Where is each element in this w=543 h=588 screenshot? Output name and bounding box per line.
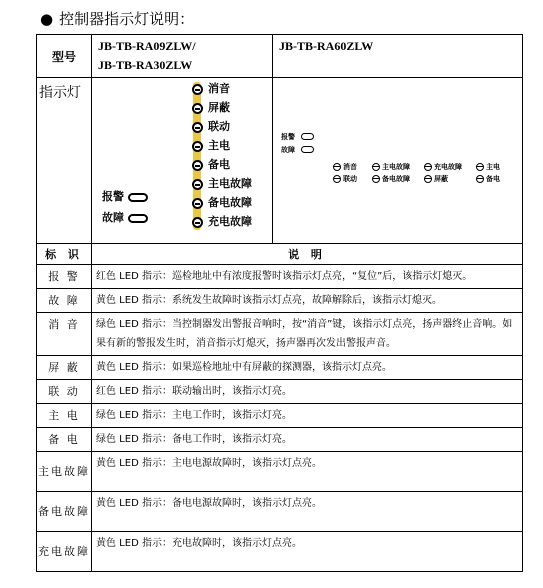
row-label: 报 警 xyxy=(37,265,92,289)
fault-led-icon xyxy=(128,214,148,223)
table-row xyxy=(37,289,523,313)
table-header-row xyxy=(37,244,523,265)
led-charge-fault-icon xyxy=(192,217,203,228)
table-row xyxy=(37,428,523,452)
table-row xyxy=(37,380,523,404)
row-label: 备电故障 xyxy=(37,492,92,532)
panel-left-mute-label: 消音 xyxy=(208,82,230,95)
group3-led-a-icon xyxy=(424,163,432,171)
table-row xyxy=(37,404,523,428)
indicator-row xyxy=(37,78,523,244)
panel-left-main-power-label: 主电 xyxy=(208,139,230,152)
row-desc: 黄色 LED 指示：充电故障时，该指示灯点亮。 xyxy=(92,532,523,572)
table-row xyxy=(37,452,523,492)
panel-left-backup-power-label: 备电 xyxy=(208,158,230,171)
table-row xyxy=(37,532,523,572)
group1-led-b-icon xyxy=(333,175,341,183)
row-desc: 绿色 LED 指示：主电工作时，该指示灯亮。 xyxy=(92,404,523,428)
panel-left-shield-label: 屏蔽 xyxy=(208,101,230,114)
table-row xyxy=(37,265,523,289)
table-row xyxy=(37,492,523,532)
group1-label-b: 联动 xyxy=(343,175,357,183)
group4-led-a-icon xyxy=(476,163,484,171)
panel-left-cell xyxy=(92,78,273,244)
header-desc: 说 明 xyxy=(92,244,523,265)
row-desc: 绿色 LED 指示：当控制器发出警报音响时，按“消音”键，该指示灯点亮，扬声器终止音响。如果有新的警报发生时，消音指示灯熄灭，扬声器再次发出警报声音。 xyxy=(92,313,523,356)
indicator-table xyxy=(36,34,523,572)
model-left-line-1: JB-TB-RA09ZLW/ xyxy=(98,39,196,53)
panel-left-link-label: 联动 xyxy=(208,120,230,133)
panel-right xyxy=(273,78,522,243)
row-label: 消 音 xyxy=(37,313,92,356)
group3-label-b: 屏蔽 xyxy=(434,175,448,183)
panel-left-alarm-label: 报警 xyxy=(102,190,124,203)
group2-led-b-icon xyxy=(372,175,380,183)
row-desc: 红色 LED 指示：联动输出时，该指示灯亮。 xyxy=(92,380,523,404)
panel-left-fault-label: 故障 xyxy=(102,211,124,224)
row-desc: 黄色 LED 指示：备电电源故障时，该指示灯点亮。 xyxy=(92,492,523,532)
group4-label-a: 主电 xyxy=(486,163,500,171)
group1-led-a-icon xyxy=(333,163,341,171)
group2-led-a-icon xyxy=(372,163,380,171)
row-label: 屏 蔽 xyxy=(37,356,92,380)
led-backup-power-icon xyxy=(192,160,203,171)
model-label: 型号 xyxy=(37,35,92,78)
panel-right-fault-label: 故障 xyxy=(281,146,295,154)
model-right: JB-TB-RA60ZLW xyxy=(273,35,523,78)
group2-label-b: 备电故障 xyxy=(382,175,410,183)
panel-left-charge-fault-label: 充电故障 xyxy=(208,215,252,228)
table-row xyxy=(37,356,523,380)
led-main-power-icon xyxy=(192,141,203,152)
row-desc: 红色 LED 指示：巡检地址中有浓度报警时该指示灯点亮，“复位”后，该指示灯熄灭。 xyxy=(92,265,523,289)
led-main-fault-icon xyxy=(192,179,203,190)
group4-led-b-icon xyxy=(476,175,484,183)
alarm-led-small-icon xyxy=(301,133,314,140)
panel-left-main-fault-label: 主电故障 xyxy=(208,177,252,190)
model-row xyxy=(37,35,523,78)
indicator-label: 指示灯 xyxy=(37,78,92,244)
panel-left xyxy=(92,78,272,243)
row-desc: 黄色 LED 指示：主电电源故障时，该指示灯点亮。 xyxy=(92,452,523,492)
row-label: 主 电 xyxy=(37,404,92,428)
row-label: 主电故障 xyxy=(37,452,92,492)
panel-right-cell xyxy=(273,78,523,244)
group2-label-a: 主电故障 xyxy=(382,163,410,171)
row-desc: 黄色 LED 指示：如果巡检地址中有屏蔽的探测器，该指示灯点亮。 xyxy=(92,356,523,380)
row-desc: 黄色 LED 指示：系统发生故障时该指示灯点亮，故障解除后，该指示灯熄灭。 xyxy=(92,289,523,313)
row-desc: 绿色 LED 指示：备电工作时，该指示灯亮。 xyxy=(92,428,523,452)
fault-led-small-icon xyxy=(301,146,314,153)
panel-left-backup-fault-label: 备电故障 xyxy=(208,196,252,209)
header-label: 标 识 xyxy=(37,244,92,265)
model-left-line-2: JB-TB-RA30ZLW xyxy=(98,58,193,72)
row-label: 充电故障 xyxy=(37,532,92,572)
heading-text: 控制器指示灯说明： xyxy=(59,10,195,28)
bullet-icon: ● xyxy=(40,10,54,28)
led-backup-fault-icon xyxy=(192,198,203,209)
section-heading xyxy=(40,8,194,29)
led-mute-icon xyxy=(192,84,203,95)
row-label: 联 动 xyxy=(37,380,92,404)
alarm-led-icon xyxy=(128,193,148,202)
table-row xyxy=(37,313,523,356)
led-link-icon xyxy=(192,122,203,133)
group4-label-b: 备电 xyxy=(486,175,500,183)
model-left xyxy=(92,35,273,78)
row-label: 备 电 xyxy=(37,428,92,452)
group3-led-b-icon xyxy=(424,175,432,183)
row-label: 故 障 xyxy=(37,289,92,313)
group3-label-a: 充电故障 xyxy=(434,163,462,171)
group1-label-a: 消音 xyxy=(343,163,357,171)
led-shield-icon xyxy=(192,103,203,114)
panel-right-alarm-label: 报警 xyxy=(281,133,295,141)
